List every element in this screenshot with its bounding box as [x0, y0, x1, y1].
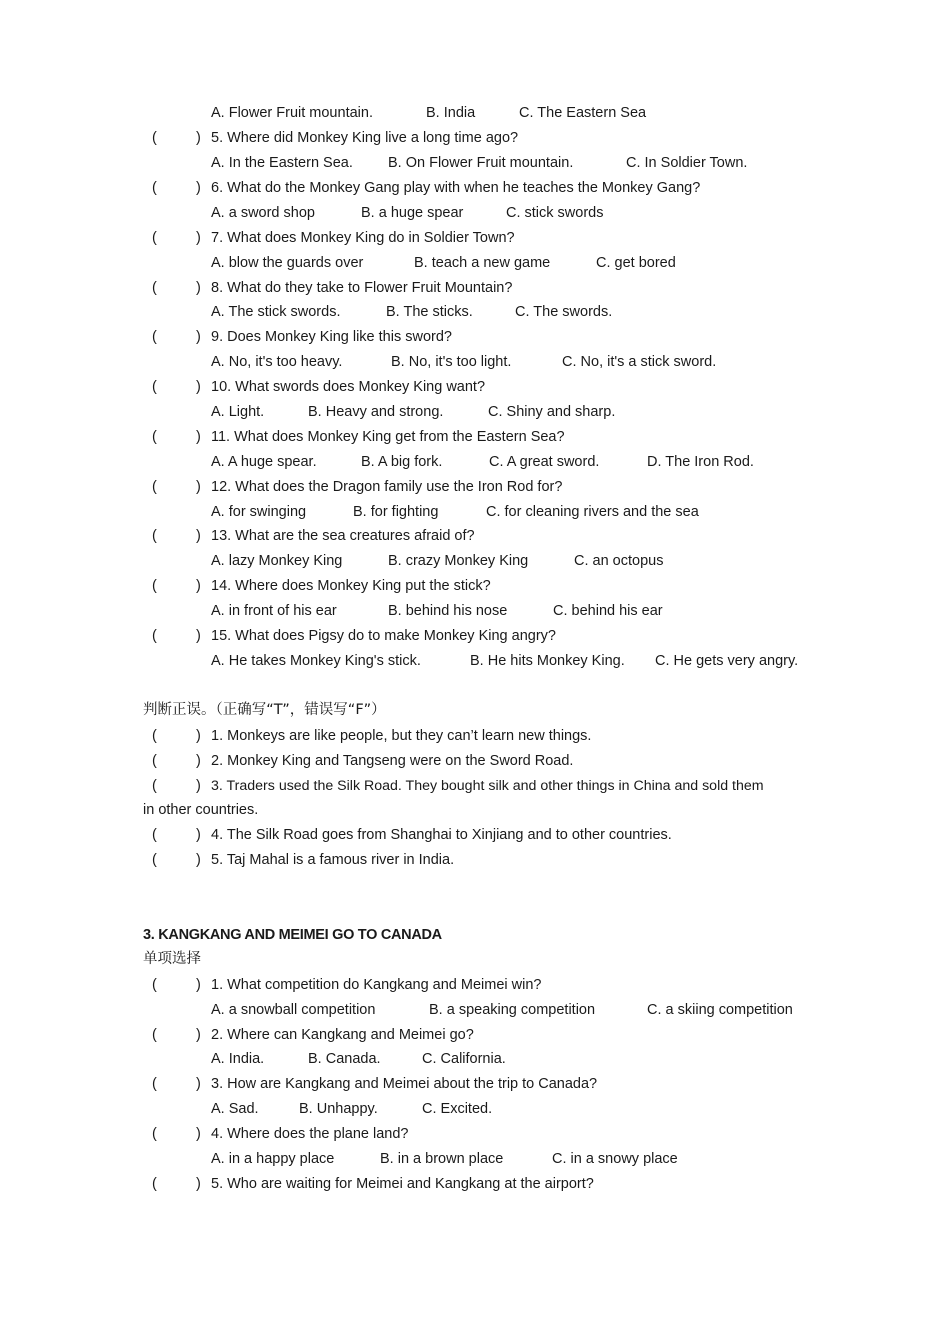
- option-d: D. The Iron Rod.: [647, 454, 754, 470]
- answer-blank-open[interactable]: (: [152, 628, 157, 644]
- option-a: A. blow the guards over: [211, 255, 364, 271]
- answer-blank-close: ): [196, 753, 201, 769]
- option-b: B. behind his nose: [388, 603, 508, 619]
- option-b: B. Unhappy.: [299, 1101, 378, 1117]
- question-text: 5. Who are waiting for Meimei and Kangkang at the airport?: [211, 1176, 594, 1192]
- answer-blank-open[interactable]: (: [152, 827, 157, 843]
- option-b: B. in a brown place: [380, 1151, 504, 1167]
- option-a: A. in front of his ear: [211, 603, 337, 619]
- answer-blank-open[interactable]: (: [152, 329, 157, 345]
- answer-blank-open[interactable]: (: [152, 977, 157, 993]
- answer-blank-close: ): [196, 728, 201, 744]
- option-c: C. No, it's a stick sword.: [562, 354, 717, 370]
- answer-blank-open[interactable]: (: [152, 180, 157, 196]
- question-text: 6. What do the Monkey Gang play with when he teaches the Monkey Gang?: [211, 180, 701, 196]
- answer-blank-close: ): [196, 1176, 201, 1192]
- option-c: C. Excited.: [422, 1101, 493, 1117]
- answer-blank-close: ): [196, 578, 201, 594]
- option-a: A. Light.: [211, 404, 265, 420]
- answer-blank-open[interactable]: (: [152, 778, 157, 794]
- option-c: C. In Soldier Town.: [626, 155, 748, 171]
- option-b: B. a speaking competition: [429, 1002, 596, 1018]
- option-c: C. A great sword.: [489, 454, 600, 470]
- tf-statement: 1. Monkeys are like people, but they can’t learn new things.: [211, 728, 592, 744]
- answer-blank-open[interactable]: (: [152, 528, 157, 544]
- option-b: B. No, it's too light.: [391, 354, 512, 370]
- answer-blank-open[interactable]: (: [152, 753, 157, 769]
- answer-blank-open[interactable]: (: [152, 479, 157, 495]
- option-a: A. lazy Monkey King: [211, 553, 343, 569]
- option-a: A. in a happy place: [211, 1151, 335, 1167]
- answer-blank-open[interactable]: (: [152, 230, 157, 246]
- option-a: A. The stick swords.: [211, 304, 341, 320]
- question-text: 2. Where can Kangkang and Meimei go?: [211, 1027, 474, 1043]
- answer-blank-close: ): [196, 329, 201, 345]
- answer-blank-close: ): [196, 180, 201, 196]
- option-c: C. get bored: [596, 255, 676, 271]
- answer-blank-open[interactable]: (: [152, 1027, 157, 1043]
- question-text: 15. What does Pigsy do to make Monkey King angry?: [211, 628, 556, 644]
- option-b: B. Heavy and strong.: [308, 404, 444, 420]
- answer-blank-open[interactable]: (: [152, 130, 157, 146]
- answer-blank-open[interactable]: (: [152, 1126, 157, 1142]
- option-a: A. He takes Monkey King's stick.: [211, 653, 421, 669]
- option-a: A. A huge spear.: [211, 454, 317, 470]
- option-b: B. India: [426, 105, 476, 121]
- answer-blank-close: ): [196, 528, 201, 544]
- option-a: A. India.: [211, 1051, 265, 1067]
- question-text: 3. How are Kangkang and Meimei about the trip to Canada?: [211, 1076, 598, 1092]
- answer-blank-close: ): [196, 852, 201, 868]
- question-text: 8. What do they take to Flower Fruit Mountain?: [211, 280, 513, 296]
- answer-blank-open[interactable]: (: [152, 852, 157, 868]
- option-a: A. Sad.: [211, 1101, 259, 1117]
- option-c: C. California.: [422, 1051, 506, 1067]
- option-a: A. In the Eastern Sea.: [211, 155, 353, 171]
- answer-blank-close: ): [196, 827, 201, 843]
- section-title: 3. KANGKANG AND MEIMEI GO TO CANADA: [143, 927, 442, 943]
- answer-blank-close: ): [196, 429, 201, 445]
- option-c: C. an octopus: [574, 553, 664, 569]
- option-b: B. On Flower Fruit mountain.: [388, 155, 574, 171]
- question-text: 7. What does Monkey King do in Soldier Town?: [211, 230, 515, 246]
- answer-blank-open[interactable]: (: [152, 1176, 157, 1192]
- answer-blank-open[interactable]: (: [152, 429, 157, 445]
- tf-statement-continued: in other countries.: [143, 802, 259, 818]
- answer-blank-close: ): [196, 1076, 201, 1092]
- option-c: C. He gets very angry.: [655, 653, 799, 669]
- option-c: C. Shiny and sharp.: [488, 404, 616, 420]
- answer-blank-close: ): [196, 280, 201, 296]
- option-a: A. for swinging: [211, 504, 307, 520]
- option-b: B. He hits Monkey King.: [470, 653, 625, 669]
- answer-blank-close: ): [196, 479, 201, 495]
- answer-blank-close: ): [196, 230, 201, 246]
- option-b: B. a huge spear: [361, 205, 464, 221]
- option-c: C. The swords.: [515, 304, 613, 320]
- option-b: B. for fighting: [353, 504, 439, 520]
- option-a: A. a snowball competition: [211, 1002, 376, 1018]
- option-c: C. in a snowy place: [552, 1151, 678, 1167]
- tf-statement: 3. Traders used the Silk Road. They bought silk and other things in China and sold them: [211, 778, 764, 794]
- answer-blank-close: ): [196, 977, 201, 993]
- option-b: B. crazy Monkey King: [388, 553, 529, 569]
- tf-statement: 2. Monkey King and Tangseng were on the Sword Road.: [211, 753, 574, 769]
- tf-heading: 判断正误。（正确写“T”，错误写“F”）: [143, 702, 386, 718]
- question-text: 9. Does Monkey King like this sword?: [211, 329, 452, 345]
- section-subheading: 单项选择: [143, 951, 201, 967]
- option-b: B. Canada.: [308, 1051, 381, 1067]
- question-text: 13. What are the sea creatures afraid of?: [211, 528, 475, 544]
- question-text: 11. What does Monkey King get from the Eastern Sea?: [211, 429, 565, 445]
- question-text: 10. What swords does Monkey King want?: [211, 379, 486, 395]
- question-text: 4. Where does the plane land?: [211, 1126, 409, 1142]
- tf-statement: 4. The Silk Road goes from Shanghai to Xinjiang and to other countries.: [211, 827, 672, 843]
- option-b: B. A big fork.: [361, 454, 443, 470]
- option-a: A. No, it's too heavy.: [211, 354, 343, 370]
- question-text: 14. Where does Monkey King put the stick?: [211, 578, 491, 594]
- option-b: B. teach a new game: [414, 255, 551, 271]
- answer-blank-open[interactable]: (: [152, 728, 157, 744]
- option-b: B. The sticks.: [386, 304, 473, 320]
- question-text: 12. What does the Dragon family use the Iron Rod for?: [211, 479, 563, 495]
- answer-blank-close: ): [196, 130, 201, 146]
- option-a: A. Flower Fruit mountain.: [211, 105, 373, 121]
- answer-blank-open[interactable]: (: [152, 578, 157, 594]
- answer-blank-close: ): [196, 1126, 201, 1142]
- answer-blank-close: ): [196, 778, 201, 794]
- answer-blank-open[interactable]: (: [152, 1076, 157, 1092]
- tf-statement: 5. Taj Mahal is a famous river in India.: [211, 852, 455, 868]
- option-c: C. for cleaning rivers and the sea: [486, 504, 699, 520]
- option-c: C. stick swords: [506, 205, 604, 221]
- question-text: 1. What competition do Kangkang and Meimei win?: [211, 977, 542, 993]
- option-a: A. a sword shop: [211, 205, 315, 221]
- answer-blank-open[interactable]: (: [152, 379, 157, 395]
- answer-blank-open[interactable]: (: [152, 280, 157, 296]
- answer-blank-close: ): [196, 379, 201, 395]
- answer-blank-close: ): [196, 1027, 201, 1043]
- option-c: C. a skiing competition: [647, 1002, 793, 1018]
- answer-blank-close: ): [196, 628, 201, 644]
- option-c: C. behind his ear: [553, 603, 663, 619]
- option-c: C. The Eastern Sea: [519, 105, 647, 121]
- question-text: 5. Where did Monkey King live a long time ago?: [211, 130, 519, 146]
